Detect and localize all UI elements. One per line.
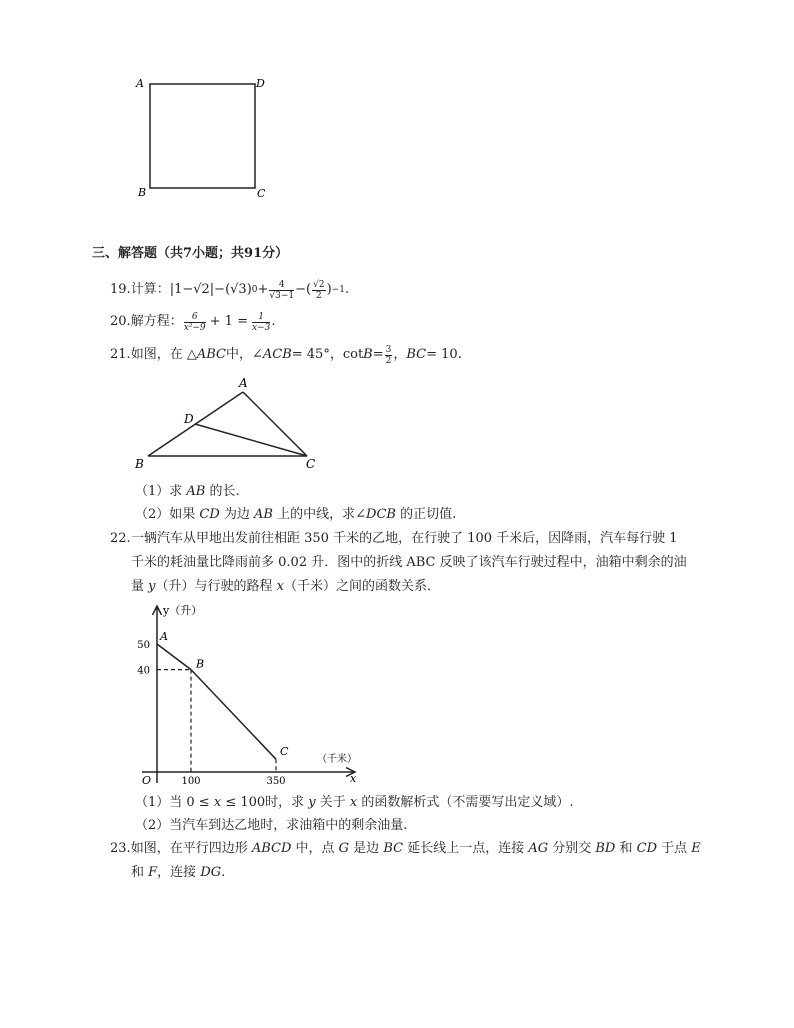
q23-g: G [338,841,350,856]
q22-sub1-b: ≤ 100时，求 [221,795,309,810]
q23-abcd: ABCD [251,841,292,856]
q21-sub2-b: 为边 [219,507,255,522]
square-label-a: A [136,77,144,90]
q23-e: E [691,841,701,856]
question-21 [110,343,462,367]
point-label-c: C [280,745,289,759]
q23-l2-a: 和 [131,865,149,880]
q19-number: 19. [110,282,131,297]
q21-bc: BC [406,347,427,362]
q22-line3-y: y [148,579,156,594]
q23-number: 23. [110,841,131,856]
tri-label-b: B [135,457,144,471]
q22-number: 22. [110,531,131,546]
q20-number: 20. [110,314,131,329]
q21-text-d: = [372,347,384,362]
q22-sub1-a: （1）当 0 ≤ [135,795,214,810]
q23-bc: BC [383,841,404,856]
q22-line3 [131,578,440,596]
q23-l1-b: 中，点 [291,841,339,856]
q22-line3-a: 量 [131,579,149,594]
tri-label-c: C [306,457,316,471]
q22-sub1-y: y [308,795,316,810]
fuel-chart [130,598,370,790]
q19-inner-num: √2 [313,279,325,290]
q21-number: 21. [110,347,131,362]
q21-sub2-v3: DCB [366,507,396,522]
q23-l1-e: 分别交 [548,841,596,856]
q21-text-f: = 10. [426,347,462,362]
square-label-b: B [138,186,147,199]
y-tick-40: 40 [137,665,150,677]
q19-close: ) [326,282,332,297]
x-axis-label: x [350,772,357,785]
q21-frac-num: 3 [385,344,392,355]
q21-angle: ACB [262,347,292,362]
q19-frac-den: √3−1 [269,290,295,301]
q19-end: . [344,282,350,297]
q23-l1-d: 延长线上一点，连接 [403,841,529,856]
q21-frac-den: 2 [385,355,392,366]
q22-sub1 [135,794,574,812]
question-19 [110,277,349,303]
q19-exp0: 0 [251,285,258,295]
question-20 [110,309,275,335]
q19-prefix: 计算： [130,282,170,297]
y-tick-50: 50 [137,640,150,651]
q23-ag: AG [528,841,549,856]
q22-sub1-x1: x [213,795,222,810]
q19-exp-neg1: −1 [331,285,345,295]
q19-inner-fraction [312,280,325,301]
q21-sub2 [135,506,456,524]
q21-sub2-c: 上的中线，求∠ [273,507,367,522]
q21-text-a: 如图，在 △ [130,347,197,362]
q19-plus: + [257,282,269,297]
y-axis-label: y（升） [163,604,203,617]
section-header: 三、解答题（共7小题；共91分） [92,246,289,261]
q20-frac2-num: 1 [252,312,270,323]
tri-label-d: D [184,412,194,426]
q22-sub1-d: 的函数解析式（不需要写出定义域）. [357,795,574,810]
q20-end: . [271,314,276,329]
q21-fraction [385,345,393,366]
q23-cd: CD [636,841,657,856]
q23-l1-a: 如图，在平行四边形 [130,841,252,856]
q23-l1-f: 和 [615,841,637,856]
q21-text-b: 中，∠ [225,347,263,362]
q23-dg: DG [200,865,222,880]
q23-l2-c: . [221,865,226,880]
q22-sub1-c: 关于 [315,795,350,810]
x-tick-100: 100 [181,776,201,787]
q21-text-e: ， [393,347,407,362]
q21-sub1 [135,483,240,501]
q19-frac-num: 4 [269,280,294,291]
q21-cotvar: B [363,347,373,362]
x-tick-350: 350 [266,776,286,787]
q19-inner-den: 2 [315,290,322,301]
q19-minus: −( [295,282,312,297]
point-label-a: A [160,630,168,643]
q20-middle: + 1 = [209,314,248,329]
square-label-d: D [256,77,265,90]
q23-l1-c: 是边 [349,841,384,856]
chart-marks [137,630,289,787]
q20-frac2 [252,312,270,333]
q22-line3-x: x [276,579,284,594]
point-label-b: B [196,657,205,671]
q21-sub1-b: 的长. [205,484,240,499]
q22-line2: 千米的耗油量比降雨前多 0.02 升．图中的折线 ABC 反映了该汽车行驶过程中，油箱中剩余的油 [131,555,687,570]
q23-l1-g: 于点 [657,841,692,856]
segment-ab [157,644,191,670]
q20-frac2-den: x−3 [251,322,271,333]
q21-sub2-a: （2）如果 [135,507,200,522]
q23-bd: BD [595,841,616,856]
q20-prefix: 解方程： [130,314,183,329]
q21-text-c: = 45°，cot [291,347,364,362]
q21-tri: ABC [196,347,226,362]
q22-line3-b: （升）与行驶的路程 [155,579,277,594]
q22-sub2: （2）当汽车到达乙地时，求油箱中的剩余油量. [135,818,408,833]
square-figure [130,70,280,205]
q21-sub2-v1: CD [199,507,220,522]
question-23-line1 [110,840,701,858]
square-label-c: C [257,187,266,200]
tri-label-a: A [239,376,248,390]
q19-abs: |1−√2|−(√3) [169,282,252,297]
q21-sub2-d: 的正切值. [395,507,457,522]
x-unit-label: （千米） [317,754,357,765]
square [150,84,255,188]
q21-sub2-v2: AB [254,507,273,522]
q20-frac1 [184,312,206,333]
segment-bc [191,670,276,760]
q23-f: F [148,865,158,880]
q20-frac1-den: x²−9 [183,322,206,333]
q22-sub1-x2: x [349,795,358,810]
q19-fraction [269,280,294,301]
q21-sub1-v: AB [186,484,206,499]
q20-frac1-num: 6 [184,312,206,323]
q22-line1: 一辆汽车从甲地出发前往相距 350 千米的乙地，在行驶了 100 千米后，因降雨，汽车每行驶 1 [131,531,678,546]
question-23-line2 [131,864,225,882]
origin-label: O [142,774,152,787]
q22-line3-c: （千米）之间的函数关系． [283,579,440,594]
q23-l2-b: ，连接 [157,865,201,880]
triangle-figure [130,372,330,472]
q21-sub1-a: （1）求 [135,484,187,499]
